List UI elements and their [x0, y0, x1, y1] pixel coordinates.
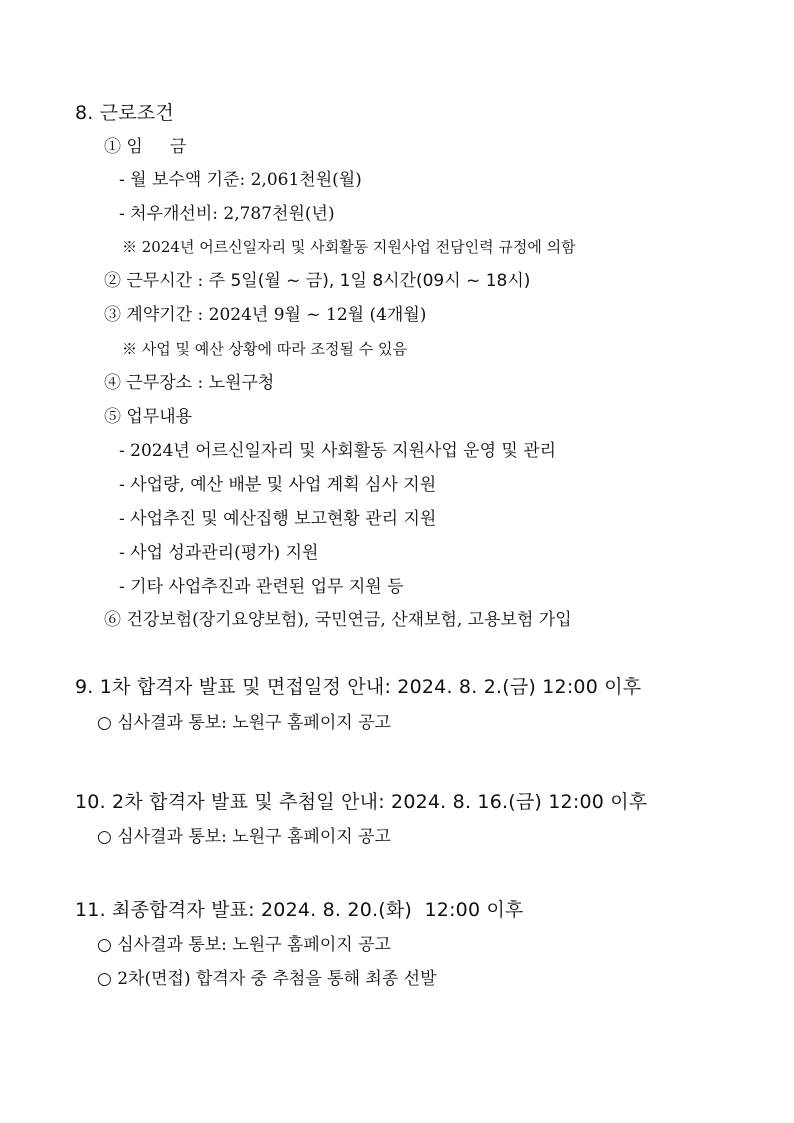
wage-allowance: - 처우개선비: 2,787천원(년)	[119, 204, 335, 224]
wage-monthly: - 월 보수액 기준: 2,061천원(월)	[119, 170, 362, 190]
section-9-title: 9. 1차 합격자 발표 및 면접일정 안내: 2024. 8. 2.(금) 12:00 이후	[75, 676, 642, 698]
duty-item: - 사업량, 예산 배분 및 사업 계획 심사 지원	[119, 475, 437, 495]
section-11-title: 11. 최종합격자 발표: 2024. 8. 20.(화) 12:00 이후	[75, 899, 524, 921]
work-hours-label: ② 근무시간 :	[104, 271, 209, 291]
work-hours	[104, 273, 530, 290]
contract-note: ※ 사업 및 예산 상황에 따라 조정될 수 있음	[122, 340, 407, 358]
duty-item: - 사업추진 및 예산집행 보고현황 관리 지원	[119, 509, 437, 529]
duties-heading: ⑤ 업무내용	[104, 407, 193, 427]
section-11-item: ○ 2차(면접) 합격자 중 추첨을 통해 최종 선발	[97, 969, 437, 989]
wage-note: ※ 2024년 어르신일자리 및 사회활동 지원사업 전담인력 규정에 의함	[122, 238, 576, 256]
duty-item: - 2024년 어르신일자리 및 사회활동 지원사업 운영 및 관리	[119, 441, 557, 461]
section-9-item: ○ 심사결과 통보: 노원구 홈페이지 공고	[97, 713, 391, 733]
contract-period: ③ 계약기간 : 2024년 9월 ~ 12월 (4개월)	[104, 305, 427, 325]
duty-item: - 사업 성과관리(평가) 지원	[119, 543, 319, 563]
work-hours-value: 주 5일(월 ~ 금), 1일 8시간(09시 ~ 18시)	[208, 271, 531, 291]
duty-item: - 기타 사업추진과 관련된 업무 지원 등	[119, 577, 404, 597]
section-10-item: ○ 심사결과 통보: 노원구 홈페이지 공고	[97, 827, 391, 847]
wage-heading: ① 임 금	[104, 137, 187, 157]
section-8-title: 8. 근로조건	[75, 102, 174, 124]
work-place: ④ 근무장소 : 노원구청	[104, 373, 275, 393]
insurance: ⑥ 건강보험(장기요양보험), 국민연금, 산재보험, 고용보험 가입	[104, 610, 572, 630]
section-10-title: 10. 2차 합격자 발표 및 추첨일 안내: 2024. 8. 16.(금) 12:00 이후	[75, 791, 648, 813]
section-11-item: ○ 심사결과 통보: 노원구 홈페이지 공고	[97, 935, 391, 955]
